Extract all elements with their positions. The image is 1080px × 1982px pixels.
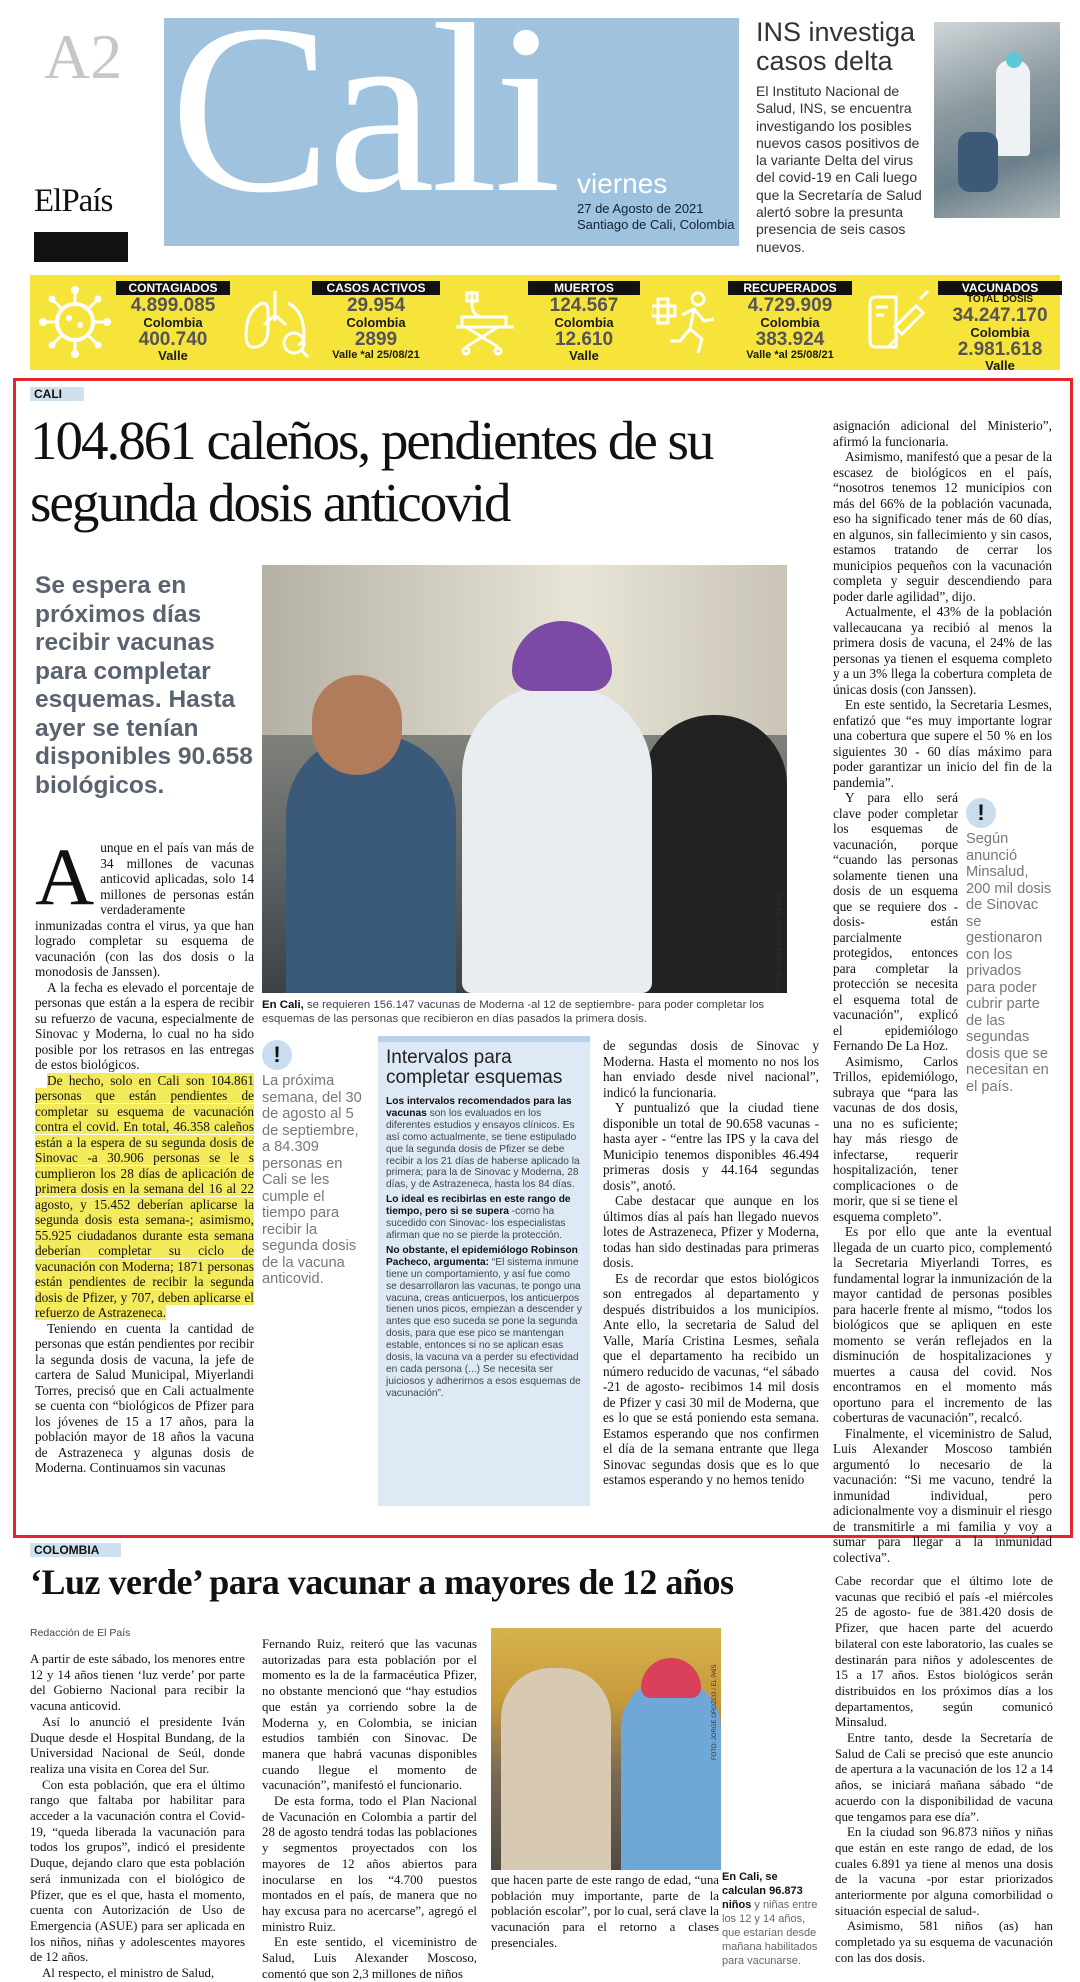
byline: Redacción de El País xyxy=(30,1627,131,1639)
info-box-title: Intervalos para completar esquemas xyxy=(386,1047,563,1088)
story2-photo xyxy=(491,1628,721,1870)
stat-national-label: Colombia xyxy=(760,315,820,330)
masthead xyxy=(30,18,1060,253)
section-banner xyxy=(164,18,739,246)
main-photo xyxy=(262,565,787,993)
runner-icon xyxy=(652,285,726,359)
story2-column-3 xyxy=(491,1873,719,1952)
stat-label: MUERTOS xyxy=(528,281,640,295)
stat-text xyxy=(116,281,230,363)
paragraph: Con esta población, que era el último rango que faltaba por habilitar para acceder a la vacunación contra el Covid-19, “queda liberada la vacunación para todos los grupos”, indicó el presidente Duque, dejando claro que esta población será inmunizada con el biológico de Pfizer, que es el que, hasta el momento, cuenta con Autorización de Uso de Emergencia (ASUE) para ser aplicada en los niños, niñas y adolescentes mayores de 12 años. xyxy=(30,1777,245,1965)
teaser-body: El Instituto Nacional de Salud, INS, se encuentra investigando los posibles nuevos casos positivos de la variante Delta del virus del covid-19 en Cali luego que la Secretaría de Salud alertó sobre la presunta presencia de seis casos nuevos. xyxy=(756,83,922,255)
covid-stats-strip xyxy=(30,275,1060,373)
story-deck: Se espera en próximos días recibir vacunas para completar esquemas. Hasta ayer se tenían disponibles 90.658 biológicos. xyxy=(35,572,253,799)
date: 27 de Agosto de 2021 xyxy=(577,201,704,216)
story2-kicker: COLOMBIA xyxy=(30,1543,121,1557)
teaser-photo xyxy=(934,22,1060,218)
paragraph: A partir de este sábado, los menores entre 12 y 14 años tienen ‘luz verde’ por parte del Gobierno Nacional para recibir la vacuna anticovid. xyxy=(30,1652,245,1714)
highlighted-text: De hecho, solo en Cali son 104.861 personas que están pendientes de completar su esquema de vacunación contra el covid. En total, 46.358 caleños están a la espera de su segunda dosis de Sinovac -a 30.906 personas se le s cumplieron los 28 días de aplicación de primera dosis en la semana del 16 al 22 agosto, y 15.452 deberían aplicarse la segunda dosis esta semana-; asimismo, 55.925 ciudadanos durante esta semana deberían completar su ciclo de vacunación con Moderna; 1871 personas están pendientes de recibir la segunda dosis de Pfizer, y 707, deben aplicarse el refuerzo de Astrazeneca. xyxy=(35,1072,254,1320)
info-box xyxy=(378,1036,590,1506)
stat-regional-value: 2899 xyxy=(354,329,398,350)
story2-column-1 xyxy=(30,1652,245,1982)
info-aside-2 xyxy=(966,798,1054,1095)
stat-national-value: 124.567 xyxy=(549,295,619,316)
stat-regional-label: Valle xyxy=(569,348,599,363)
paragraph: De esta forma, todo el Plan Nacional de Vacunación en Colombia a partir del 28 de agosto tendrá todas las poblaciones y segmentos proyectados con los mayores de 12 años abiertos para inocularse en los “4.700 puestos montados en el país, de manera que no hay excusa para no acercarse”, agregó el ministro Ruiz. xyxy=(262,1794,477,1934)
syringe-icon xyxy=(858,285,932,359)
stat-text xyxy=(938,281,1062,373)
info-box-paragraph: Los intervalos recomendados para las vacunas son los evaluados en los diferentes estudios y ensayos clínicos. Es así como actualmente, se tiene estipulado que la segunda dosis de Pfizer se debe recibir a los 21 días de haberse aplicado la primera; para la de Sinovac y Moderna, 28 días, y de Astrazeneca, hasta los 84 días. xyxy=(386,1096,580,1191)
photo-credit: FOTO: JORGE OROZCO / EL PAÍS xyxy=(777,892,783,988)
paragraph: Teniendo en cuenta la cantidad de personas que están pendientes por recibir la segunda dosis de vacuna, la jefe de cartera de Salud Municipal, Miyerlandi Torres, precisó que en Cali actualmente se cuenta con “biológicos de Pfizer para los jóvenes de 15 a 17 años, para la población mayor de 18 años la vacuna de Astrazeneca y algunas dosis de Moderna. Continuamos sin vacunas xyxy=(35,1320,254,1475)
paragraph: Y para ello será clave poder completar los esquemas de vacunación, porque “cuando las personas solamente tienen una dosis de un esquema que se requiere dos -dosis- están parcialmente protegidos, entonces para completar la protección se necesita el esquema total de vacunación”, explicó el epidemiólogo Fernando De La Hoz. xyxy=(833,790,958,1053)
stat-muertos xyxy=(442,275,648,370)
stat-regional-label: Valle xyxy=(158,348,188,363)
page-number: A2 xyxy=(44,21,123,92)
logo-bar xyxy=(34,232,128,262)
paragraph: Cabe recordar que el último lote de vacunas que recibió el país -el miércoles 25 de agosto- fue de 381.420 dosis de Pfizer, que hacen parte del acuerdo bilateral con este laboratorio, las cuales se destinarán para niños y adolescentes de 15 a 17 años. Estos biológicos serán distribuidos en los próximos días a los departamentos, según comunicó Minsalud. xyxy=(835,1574,1053,1730)
stat-regional-value: 12.610 xyxy=(554,329,614,350)
date-block xyxy=(577,201,735,233)
stat-vacunados xyxy=(854,275,1060,373)
stat-text xyxy=(728,281,852,362)
paragraph: Al respecto, el ministro de Salud, xyxy=(42,1966,215,1981)
stat-national-label: Colombia xyxy=(143,315,203,330)
stat-recuperados xyxy=(648,275,854,370)
caption-lead: En Cali, se calculan 96.873 niños xyxy=(722,1871,803,1911)
stat-label: VACUNADOS xyxy=(938,281,1062,295)
paragraph: En este sentido, la Secretaria Lesmes, enfatizó que “es muy importante lograr una cobertura que supere el 50 % en los siguientes 30 - 60 días máximo para poder garantizar un inicio del fin de la pandemia”. xyxy=(833,697,1052,790)
caption-text: y niñas entre los 12 y 14 años, que estarían desde mañana habilitados para vacunarse. xyxy=(722,1899,818,1967)
stat-national-value: 34.247.170 xyxy=(952,305,1048,326)
paragraph: En este sentido, el viceministro de Salud, Luis Alexander Moscoso, comentó que son 2,3 millones de niños xyxy=(262,1935,477,1981)
teaser xyxy=(756,17,1060,255)
paragraph: Aunque en el país van más de 34 millones de vacunas anticovid aplicadas, solo 14 millones de personas están verdaderamente inmunizadas contra el virus, ya que han logrado completar su esquema de vacunación (con las dos dosis o la monodosis de Janssen). xyxy=(35,831,254,979)
stat-national-value: 4.729.909 xyxy=(747,295,833,316)
story-column-3 xyxy=(603,1038,819,1488)
stat-regional-label: Valle *al 25/08/21 xyxy=(332,349,420,361)
story2-column-2 xyxy=(262,1637,477,1982)
paragraph: Entre tanto, desde la Secretaría de Salud de Cali se precisó que este anuncio de apertura a la vacunación de los 12 a 14 años, se iniciará mañana sábado “de acuerdo con la disponibilidad de vacuna que tengamos para ese día”. xyxy=(835,1731,1053,1824)
paragraph: Finalmente, el viceministro de Salud, Luis Alexander Moscoso también argumentó lo necesario de la vacunación: “Si me vacuno, tendré la inmunidad individual, pero adicionalmente voy a disminuir el riesgo de transmitirle a mi familia y voy a sumar para llegar a la inmunidad colectiva”. xyxy=(833,1425,1052,1565)
story2-column-4 xyxy=(835,1574,1053,1967)
stat-contagiados xyxy=(30,275,236,370)
paragraph: Fernando Ruiz, reiteró que las vacunas autorizadas para esta población por el momento es la de la farmacéutica Pfizer, no obstante mencionó que “hay estudios que están ya corriendo sobre la de Moderna y, en Colombia, se inician estudios también con Sinovac. De manera que habrá vacunas disponibles cuando llegue el momento de vacunación”, manifestó el funcionario. xyxy=(262,1637,477,1793)
stat-label: CONTAGIADOS xyxy=(116,281,230,295)
stat-text xyxy=(312,281,440,362)
stat-casos-activos xyxy=(236,275,442,370)
place: Santiago de Cali, Colombia xyxy=(577,217,735,232)
caption-lead: En Cali, xyxy=(262,999,304,1011)
paragraph: que hacen parte de este rango de edad, “una población muy importante, parte de la población escolar”, por lo cual, será clave la vacunación para el retorno a clases presenciales. xyxy=(491,1873,719,1950)
photo-credit: FOTO: JORGE OROZCO / EL PAÍS xyxy=(712,1664,718,1760)
paragraph: Asimismo, 581 niños (as) han completado ya su esquema de vacunación con las dos dosis. xyxy=(835,1919,1053,1965)
stat-note: TOTAL DOSIS xyxy=(966,294,1034,305)
photo-caption xyxy=(262,998,787,1026)
section-name: Cali xyxy=(170,18,558,243)
virus-icon xyxy=(38,285,112,359)
paragraph: A la fecha es elevado el porcentaje de personas que están a la espera de recibir su refuerzo de vacuna, especialmente de Sinovac y Moderna, lo cual no ha sido posible por los retrasos en las entregas de estos biológicos. xyxy=(35,979,254,1072)
info-aside-1 xyxy=(262,1040,362,1288)
paragraph: Cabe destacar que aunque en los últimos días al país han llegado nuevos lotes de Astrazeneca, Pfizer y Moderna, todas han sido destinadas para primeras dosis. xyxy=(603,1193,819,1270)
story2-caption xyxy=(722,1870,822,1968)
paragraph: Y puntualizó que la ciudad tiene disponible un total de 90.658 vacunas -hasta ayer - “entre las IPS y la cava del Municipio tenemos disponibles 46.494 primeras dosis y 44.164 segundas dosis”, anotó. xyxy=(603,1100,819,1193)
paragraph: asignación adicional del Ministerio”, afirmó la funcionaria. xyxy=(833,418,1052,449)
weekday: viernes xyxy=(577,168,668,199)
info-box-paragraph: No obstante, el epidemiólogo Robinson Pacheco, argumenta: “El sistema inmune tiene un comportamiento, y así fue como se desarrollaron las vacunas, te pongo una vacuna, creas anticuerpos, los anticuerpos tienen unos picos, empiezan a descender y antes que eso suceda se pone la segunda dosis, para que ese pico se mantengan estable, entonces si no se aplican esas dosis, la vacuna va a perder su efectividad en cada persona (...) Se necesita ser juiciosos y adherirnos a esos esquemas de vacunación”. xyxy=(386,1244,582,1399)
stat-regional-label: Valle *al 25/08/21 xyxy=(746,349,834,361)
stat-national-label: Colombia xyxy=(346,315,406,330)
stat-label: RECUPERADOS xyxy=(728,281,852,295)
stat-national-value: 4.899.085 xyxy=(130,295,216,316)
stretcher-icon xyxy=(448,285,522,359)
info-box-paragraph: Lo ideal es recibirlas en este rango de tiempo, pero si se supera -como ha sucedido con Sinovac- los especialistas afirman que no se pierde la protección. xyxy=(386,1194,571,1241)
paper-logo: ElPaís xyxy=(34,183,113,219)
paragraph: de segundas dosis de Sinovac y Moderna. Hasta el momento no nos los han enviado desde nivel nacional”, indicó la funcionaria. xyxy=(603,1038,819,1100)
paragraph: Es por ello que ante la eventual llegada de un cuarto pico, complementó la Secretaria Miyerlandi Torres, es fundamental lograr la inmunización de la mayor cantidad de personas posibles para hacerle frente al mismo, “todos los biológicos que se apliquen en este momento se verán reflejados en la disminución de hospitalizaciones y muertes a causa del covid. Nos encontramos en el momento más oportuno para el incremento de las coberturas de vacunación”, recalcó. xyxy=(833,1224,1052,1425)
lungs-icon xyxy=(238,285,312,359)
aside-text: La próxima semana, del 30 de agosto al 5 de septiembre, a 84.309 personas en Cali se les cumple el tiempo para recibir la segunda dosis de la vacuna anticovid. xyxy=(262,1073,362,1287)
story-headline: 104.861 caleños, pendientes de su segunda dosis anticovid xyxy=(30,410,713,533)
stat-regional-value: 2.981.618 xyxy=(957,339,1043,360)
story2-headline: ‘Luz verde’ para vacunar a mayores de 12 años xyxy=(30,1562,734,1602)
paragraph: Asimismo, manifestó que a pesar de la escasez de biológicos en el país, “nosotros tenemos 12 municipios con más del 66% de la población vacunada, eso ha significado tener más de 60 días, en algunos, sin fallecimiento y sin casos, estamos tratando de cerrar los municipios pequeños con la vacunación completa y seguir descendiendo para poder darle agilidad”, dijo. xyxy=(833,449,1052,604)
exclamation-icon: ! xyxy=(966,798,996,828)
dropcap: A xyxy=(35,831,95,922)
paragraph: Actualmente, el 43% de la población vallecaucana ya recibió al menos la primera dosis de vacuna, el 24% de las personas ya tienen el esquema completo y a un 3% llega la cobertura completa de únicas dosis (con Janssen). xyxy=(833,604,1052,697)
stat-national-value: 29.954 xyxy=(346,295,406,316)
paragraph: En la ciudad son 96.873 niños y niñas que están en este rango de edad, de los cuales 6.891 ya tiene al menos una dosis de la vacuna -por estar priorizados anteriormente por alguna comorbilidad o situación especial de salud-. xyxy=(835,1825,1053,1918)
teaser-title: INS investiga casos delta xyxy=(756,17,916,76)
story-column-1 xyxy=(35,831,254,1476)
stat-text xyxy=(528,281,640,363)
exclamation-icon: ! xyxy=(262,1040,292,1070)
stat-regional-label: Valle xyxy=(985,358,1015,373)
stat-national-label: Colombia xyxy=(970,325,1030,340)
stat-regional-value: 383.924 xyxy=(755,329,825,350)
caption-text: se requieren 156.147 vacunas de Moderna -al 12 de septiembre- para poder completar los esquemas de las personas que recibieron en días pasados la primera dosis. xyxy=(262,999,765,1025)
stat-label: CASOS ACTIVOS xyxy=(312,281,440,295)
paragraph: Así lo anunció el presidente Iván Duque desde el Hospital Bundang, de la Universidad Nacional de Seúl, donde realiza una visita en Corea del Sur. xyxy=(30,1714,245,1776)
story-kicker: CALI xyxy=(30,387,84,401)
stat-regional-value: 400.740 xyxy=(138,329,208,350)
paragraph: Es de recordar que estos biológicos son entregados al departamento y después distribuidos a los municipios. Ante ello, la secretaria de Salud del Valle, María Cristina Lesmes, señala que el departamento ha recibido un número reducido de vacunas, “el sábado -21 de agosto- recibimos 14 mil dosis de Pfizer y casi 30 mil de Moderna, que es lo que se está poniendo esta semana. Estamos esperando que nos confirmen el día de la semana entrante que llega Sinovac segundas dosis que es lo que estamos esperando y no hemos tenido xyxy=(603,1270,819,1487)
paragraph xyxy=(35,1073,254,1321)
paragraph: Asimismo, Carlos Trillos, epidemiólogo, subraya que “para las vacunas de dos dosis, una no es suficiente; hay más riesgo de infectarse, requerir hospitalización, tener complicaciones o de morir, que si se tiene el esquema completo”. xyxy=(833,1053,958,1224)
aside-text: Según anunció Minsalud, 200 mil dosis de Sinovac se gestionaron con los privados para poder cubrir parte de las segundas dosis que se necesitan en el país. xyxy=(966,831,1052,1095)
stat-national-label: Colombia xyxy=(554,315,614,330)
